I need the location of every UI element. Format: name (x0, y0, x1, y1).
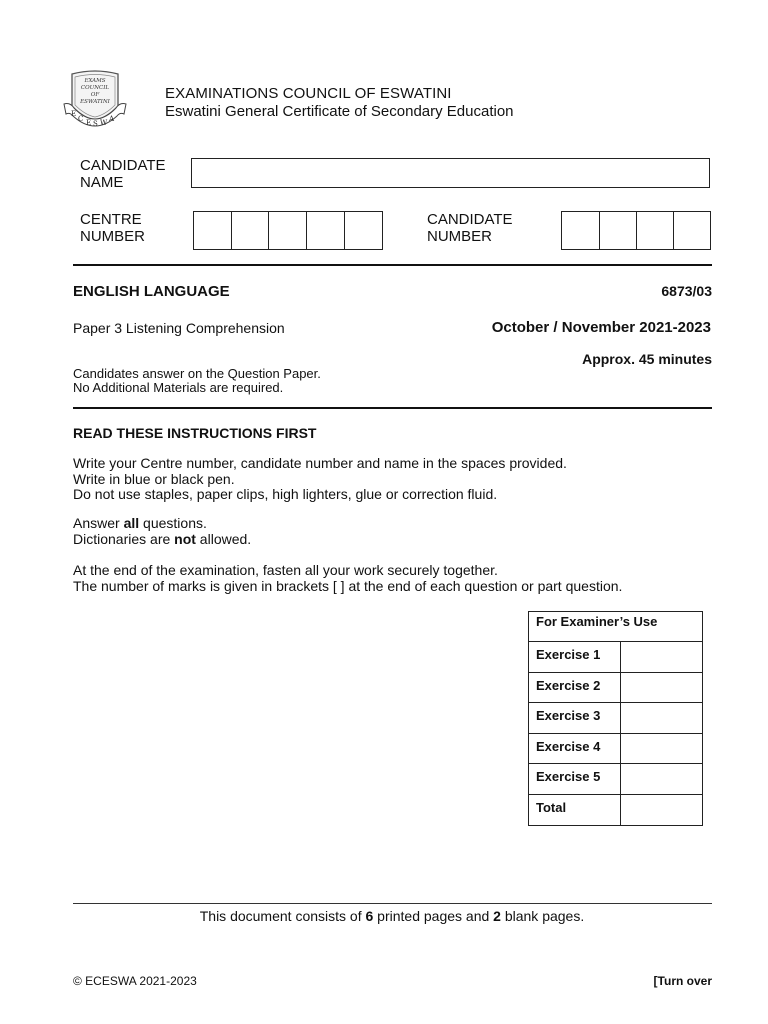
instructions-block-3 (73, 563, 622, 594)
centre-number-digit-box[interactable] (269, 212, 307, 249)
candidate-name-label-line2: NAME (80, 174, 124, 191)
instruction-line: Do not use staples, paper clips, high lighters, glue or correction fluid. (73, 486, 498, 502)
instruction-text: questions. (139, 515, 207, 531)
total-mark-cell[interactable] (621, 794, 703, 825)
exercise-4-mark-cell[interactable] (621, 733, 703, 764)
candidate-name-label-line1: CANDIDATE (80, 157, 166, 174)
candidate-number-digit-box[interactable] (674, 212, 710, 249)
centre-number-label-line2: NUMBER (80, 228, 146, 245)
instruction-line: The number of marks is given in brackets [ ] at the end of each question or part question. (73, 577, 623, 594)
exercise-5-mark-cell[interactable] (621, 764, 703, 795)
svg-text:S: S (93, 120, 98, 128)
eceswa-logo (62, 68, 128, 130)
centre-number-field[interactable] (193, 211, 383, 250)
divider (73, 407, 712, 409)
total-label: Total (529, 794, 621, 825)
centre-number-digit-box[interactable] (232, 212, 269, 249)
centre-number-digit-box[interactable] (194, 212, 232, 249)
instruction-line-answer (73, 516, 251, 532)
paper-code: 6873/03 (661, 283, 712, 299)
instruction-emphasis: all (123, 515, 140, 531)
examiner-use-table (528, 611, 703, 826)
instruction-emphasis: not (174, 530, 196, 547)
subject-title: ENGLISH LANGUAGE (73, 283, 230, 300)
svg-text:C: C (78, 115, 84, 123)
turn-over-note: [Turn over (653, 974, 712, 988)
exercise-1-label: Exercise 1 (529, 642, 621, 673)
centre-number-label-line1: CENTRE (80, 211, 142, 228)
centre-number-label (80, 211, 145, 245)
centre-number-digit-box[interactable] (345, 212, 382, 249)
candidate-number-digit-box[interactable] (637, 212, 674, 249)
svg-text:E: E (71, 110, 77, 118)
instruction-text: Dictionaries are (73, 530, 175, 547)
instructions-block-1 (73, 456, 567, 503)
exercise-3-label: Exercise 3 (529, 703, 621, 734)
copyright: © ECESWA 2021-2023 (73, 974, 197, 988)
svg-text:A: A (109, 115, 115, 123)
instruction-line: At the end of the examination, fasten all your work securely together. (73, 562, 498, 578)
candidate-number-field[interactable] (561, 211, 711, 250)
candidate-number-digit-box[interactable] (600, 212, 637, 249)
exercise-5-label: Exercise 5 (529, 764, 621, 795)
instructions-block-2 (73, 516, 251, 547)
instruction-text: allowed. (195, 530, 252, 547)
centre-number-digit-box[interactable] (307, 212, 345, 249)
exercise-2-mark-cell[interactable] (621, 672, 703, 703)
candidate-number-label (427, 211, 513, 245)
exercise-2-label: Exercise 2 (529, 672, 621, 703)
exercise-1-mark-cell[interactable] (621, 642, 703, 673)
paper-title: Paper 3 Listening Comprehension (73, 320, 285, 336)
exercise-4-label: Exercise 4 (529, 733, 621, 764)
eceswa-seal-icon (62, 68, 128, 130)
footer-divider (73, 903, 712, 904)
instruction-line: Write your Centre number, candidate number and name in the spaces provided. (73, 455, 567, 471)
svg-text:ESWATINI: ESWATINI (80, 99, 110, 105)
page-count-text: This document consists of (199, 908, 366, 924)
printed-pages-count: 6 (365, 908, 374, 924)
svg-text:COUNCIL: COUNCIL (80, 85, 110, 91)
svg-text:OF: OF (90, 92, 100, 98)
page-count-text: printed pages and (373, 908, 494, 924)
qualification-name: Eswatini General Certificate of Secondary Education (165, 103, 514, 120)
svg-text:EXAMS: EXAMS (84, 78, 106, 84)
instruction-line-dictionaries (73, 532, 251, 548)
divider (73, 264, 712, 266)
page-count-text: blank pages. (500, 908, 585, 924)
candidate-number-digit-box[interactable] (562, 212, 600, 249)
instruction-line: Write in blue or black pen. (73, 470, 235, 487)
candidate-name-label (80, 157, 166, 191)
svg-text:E: E (86, 119, 92, 127)
candidate-name-field[interactable] (191, 158, 710, 188)
page-count-note (0, 908, 768, 924)
svg-text:W: W (100, 119, 108, 127)
materials-line-2: No Additional Materials are required. (73, 380, 284, 395)
candidate-number-label-line2: NUMBER (427, 228, 493, 245)
exam-session: October / November 2021-2023 (491, 319, 711, 336)
instruction-text: Answer (73, 515, 124, 531)
candidate-number-label-line1: CANDIDATE (427, 211, 513, 228)
materials-line-1: Candidates answer on the Question Paper. (73, 366, 321, 381)
exercise-3-mark-cell[interactable] (621, 703, 703, 734)
organisation-name: EXAMINATIONS COUNCIL OF ESWATINI (165, 85, 452, 102)
instructions-heading: READ THESE INSTRUCTIONS FIRST (73, 425, 317, 441)
examiner-use-heading: For Examiner’s Use (529, 612, 703, 642)
exam-duration: Approx. 45 minutes (582, 351, 712, 367)
blank-pages-count: 2 (493, 908, 501, 924)
